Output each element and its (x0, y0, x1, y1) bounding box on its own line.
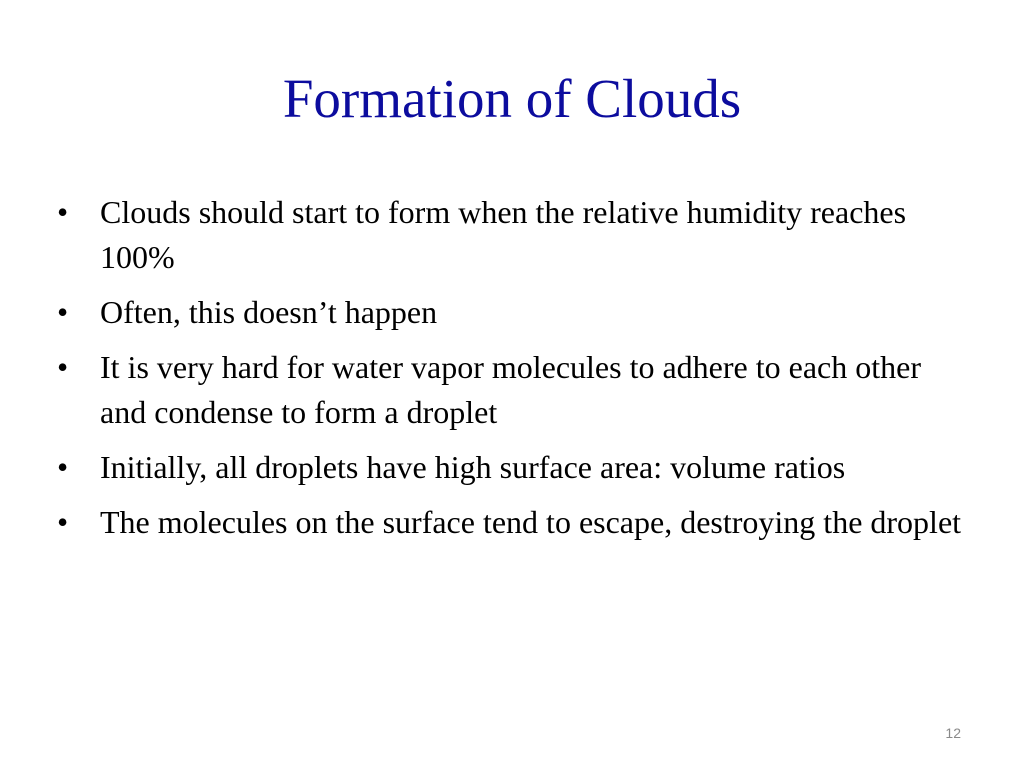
bullet-icon: • (57, 294, 69, 330)
bullet-text: Initially, all droplets have high surface area: volume ratios (100, 449, 846, 485)
bullet-text: The molecules on the surface tend to escape, destroying the droplet (100, 504, 962, 540)
bullet-icon: • (57, 504, 69, 540)
page-number: 12 (945, 725, 961, 741)
bullet-icon: • (57, 449, 69, 485)
bullet-item (55, 500, 965, 545)
slide-title: Formation of Clouds (282, 68, 742, 129)
bullet-item (55, 445, 965, 490)
bullet-item (55, 290, 965, 335)
bullet-item (55, 345, 965, 435)
bullet-icon: • (57, 349, 69, 385)
bullet-icon: • (57, 194, 69, 230)
bullet-text: Often, this doesn’t happen (100, 294, 438, 330)
bullet-text: It is very hard for water vapor molecules to adhere to each other and condense to form a droplet (100, 349, 921, 430)
bullet-item (55, 190, 965, 280)
bullet-list (55, 190, 965, 555)
bullet-text: Clouds should start to form when the relative humidity reaches 100% (100, 194, 907, 275)
